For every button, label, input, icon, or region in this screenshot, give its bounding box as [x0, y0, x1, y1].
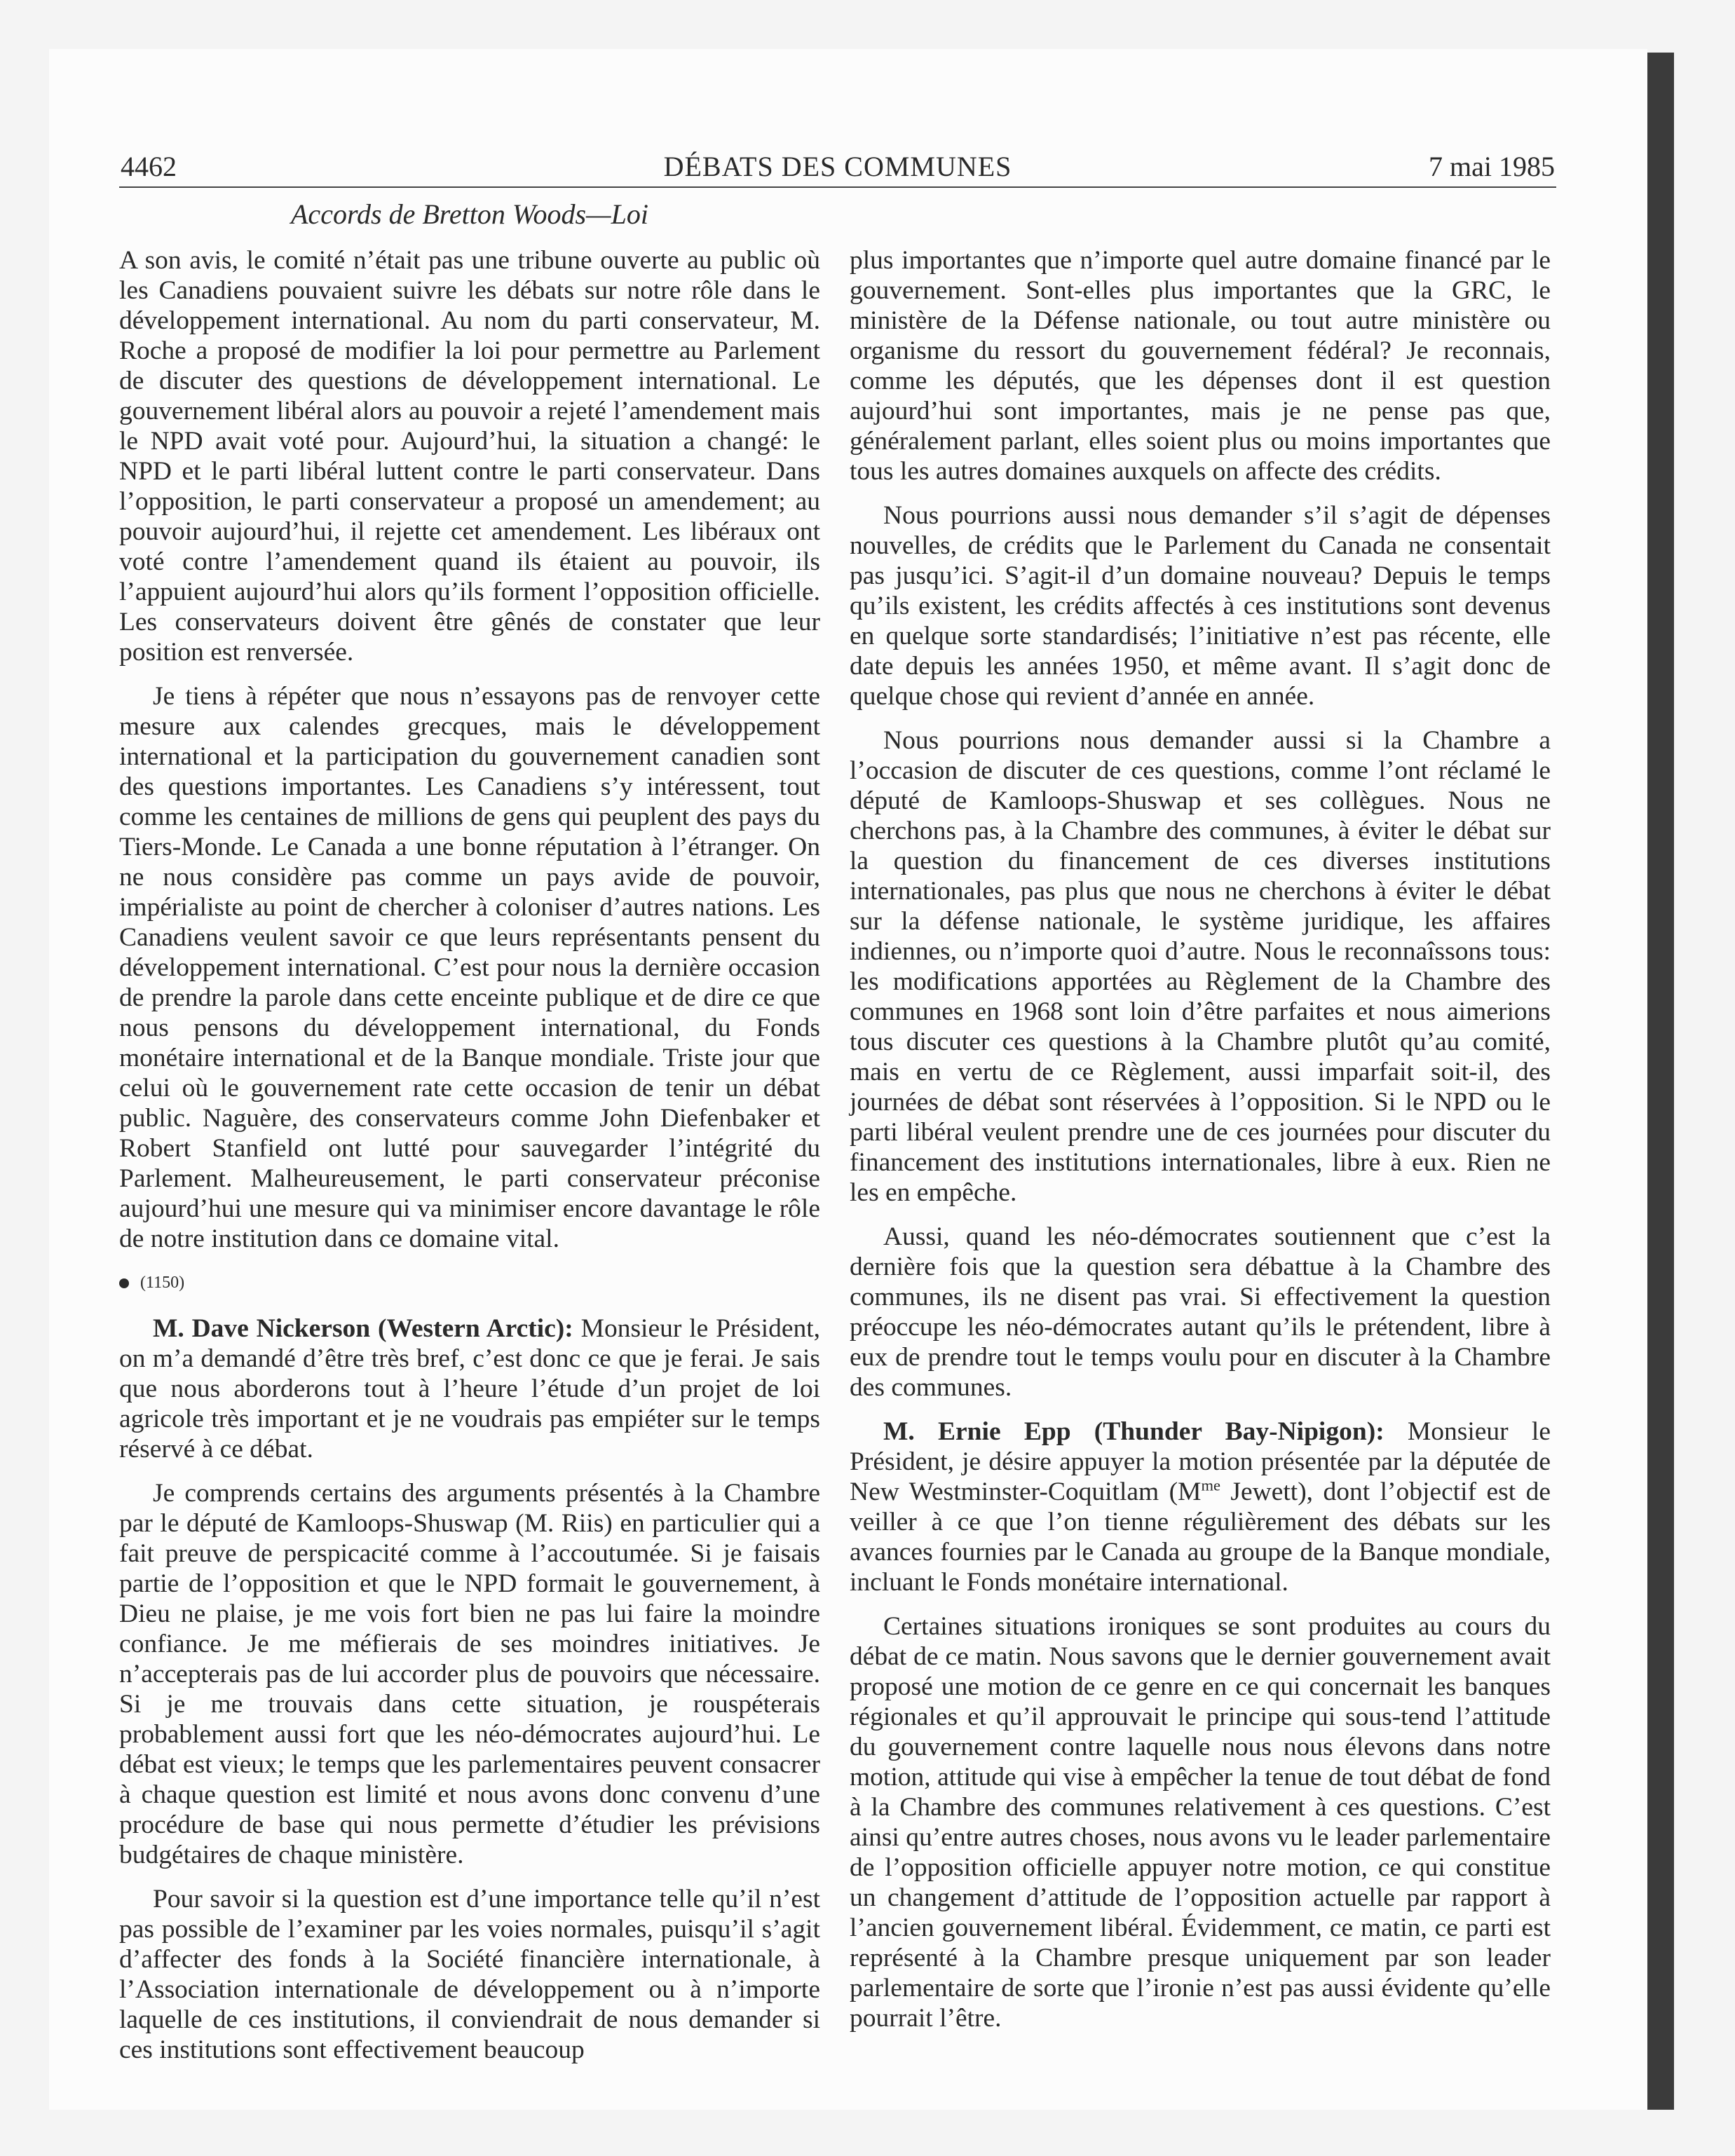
time-marker: [119, 1268, 820, 1298]
paragraph: Je comprends certains des arguments présentés à la Chambre par le député de Kamloops-Shuswap (M. Riis) en particulier qui a fait preuve de perspicacité comme à l’accoutumée. Si je faisais partie de l’opposition et que le NPD formait le gouvernement, à Dieu ne plaise, je me vois fort bien ne pas lui faire la moindre confiance. Je me méfierais de ses moindres initiatives. Je n’accepterais pas de lui accorder plus de pouvoirs que nécessaire. Si je me trouvais dans cette situation, je rouspéterais probablement aussi fort que les néo-démocrates aujourd’hui. Le débat est vieux; le temps que les parlementaires peuvent consacrer à chaque question est limité et nous avons donc convenu d’une procédure de base qui nous permette d’étudier les prévisions budgétaires de chaque ministère.: [119, 1479, 820, 1869]
speech-text: Monsieur le Président, on m’a demandé d’être très bref, c’est donc ce que je ferai. Je sais que nous aborderons tout à l’heure l’étude d’un projet de loi agricole très important et je ne voudrais pas empiéter sur le temps réservé à ce débat.: [119, 1314, 821, 1464]
paragraph: plus importantes que n’importe quel autre domaine financé par le gouvernement. Sont-elles plus importantes que la GRC, le ministère de la Défense nationale, ou tout autre ministère ou organisme du ressort du gouvernement fédéral? Je reconnais, comme les députés, que les dépenses dont il est question aujourd’hui sont importantes, mais je ne pense pas que, généralement parlant, elles soient plus ou moins importantes que tous les autres domaines auxquels on affecte des crédits.: [850, 246, 1551, 486]
paragraph: Je tiens à répéter que nous n’essayons pas de renvoyer cette mesure aux calendes grecques, mais le développement international et la participation du gouvernement canadien sont des questions importantes. Les Canadiens s’y intéressent, tout comme les centaines de millions de gens qui peuplent des pays du Tiers-Monde. Le Canada a une bonne réputation à l’étranger. On ne nous considère pas comme un pays avide de pouvoir, impérialiste au point de chercher à coloniser d’autres nations. Les Canadiens veulent savoir ce que leurs représentants pensent du développement international. C’est pour nous la dernière occasion de prendre la parole dans cette enceinte publique et de dire ce que nous pensons du développement international, du Fonds monétaire international et de la Banque mondiale. Triste jour que celui où le gouvernement rate cette occasion de tenir un débat public. Naguère, des conservateurs comme John Diefenbaker et Robert Stanfield ont lutté pour sauvegarder l’intégrité du Parlement. Malheureusement, le parti conservateur préconise aujourd’hui une mesure qui va minimiser encore davantage le rôle de notre institution dans ce domaine vital.: [119, 682, 820, 1253]
speech-text: Monsieur le Président, je désire appuyer la motion présentée par la députée de New Westminster-Coquitlam (M: [850, 1417, 1551, 1506]
page-number: 4462: [121, 151, 177, 182]
speaker-name: M. Ernie Epp (Thunder Bay-Nipigon):: [883, 1417, 1384, 1446]
speech-paragraph: [850, 1417, 1551, 1597]
speech-text: Jewett), dont l’objectif est de veiller à ce que l’on tienne régulièrement des débats sur les avances fournies par le Canada au groupe de la Banque mondiale, incluant le Fonds monétaire international.: [850, 1478, 1551, 1597]
right-column: [850, 245, 1551, 2047]
speech-paragraph: [119, 1314, 820, 1464]
paragraph: Nous pourrions aussi nous demander s’il s’agit de dépenses nouvelles, de crédits que le Parlement du Canada ne consentait pas jusqu’ici. S’agit-il d’un domaine nouveau? Depuis le temps qu’ils existent, les crédits affectés à ces institutions sont devenus en quelque sorte standardisés; l’initiative n’est pas récente, elle date depuis les années 1950, et même avant. Il s’agit donc de quelque chose qui revient d’année en année.: [850, 501, 1551, 711]
scan-edge-bar: [1647, 53, 1674, 2110]
page-header: [119, 147, 1556, 188]
superscript: me: [1201, 1476, 1220, 1494]
paragraph: A son avis, le comité n’était pas une tribune ouverte au public où les Canadiens pouvaient suivre les débats sur notre rôle dans le développement international. Au nom du parti conservateur, M. Roche a proposé de modifier la loi pour permettre au Parlement de discuter des questions de développement international. Le gouvernement libéral alors au pouvoir a rejeté l’amendement mais le NPD avait voté pour. Aujourd’hui, la situation a changé: le NPD et le parti libéral luttent contre le parti conservateur. Dans l’opposition, le parti conservateur a proposé un amendement; au pouvoir aujourd’hui, il rejette cet amendement. Les libéraux ont voté contre l’amendement quand ils étaient au pouvoir, ils l’appuient aujourd’hui alors qu’ils forment l’opposition officielle. Les conservateurs doivent être gênés de constater que leur position est renversée.: [119, 246, 820, 667]
publication-date: 7 mai 1985: [1429, 151, 1555, 182]
publication-title: DÉBATS DES COMMUNES: [663, 151, 1012, 182]
paragraph: Certaines situations ironiques se sont produites au cours du débat de ce matin. Nous savons que le dernier gouvernement avait proposé une motion de ce genre en ce qui concernait les banques régionales et qu’il approuvait le principe qui sous-tend l’attitude du gouvernement contre laquelle nous nous élevons dans notre motion, attitude qui vise à empêcher la tenue de tout débat de fond à la Chambre des communes relativement à ces questions. C’est ainsi qu’entre autres choses, nous avons vu le leader parlementaire de l’opposition officielle appuyer notre motion, ce qui constitue un changement d’attitude de l’opposition actuelle par rapport à l’ancien gouvernement libéral. Évidemment, ce matin, ce parti est représenté à la Chambre presque uniquement par son leader parlementaire de sorte que l’ironie n’est pas aussi évidente qu’elle pourrait l’être.: [850, 1612, 1551, 2033]
left-column: [119, 245, 820, 2079]
section-subheader: Accords de Bretton Woods—Loi: [291, 198, 648, 230]
paragraph: Nous pourrions nous demander aussi si la Chambre a l’occasion de discuter de ces questions, comme l’ont réclamé le député de Kamloops-Shuswap et ses collègues. Nous ne cherchons pas, à la Chambre des communes, à éviter le débat sur la question du financement de ces diverses institutions internationales, pas plus que nous ne cherchons à éviter le débat sur la défense nationale, le système juridique, les affaires indiennes, ou n’importe quoi d’autre. Nous le reconnaîssons tous: les modifications apportées au Règlement de la Chambre des communes en 1968 sont loin d’être parfaites et nous aimerions tous discuter ces questions à la Chambre plutôt qu’au comité, mais en vertu de ce Règlement, aussi imparfait soit-il, des journées de débat sont réservées à l’opposition. Si le NPD ou le parti libéral veulent prendre une de ces journées pour discuter du financement des institutions internationales, libre à eux. Rien ne les en empêche.: [850, 726, 1551, 1207]
speaker-name: M. Dave Nickerson (Western Arctic):: [153, 1314, 573, 1343]
bullet-icon: [119, 1278, 129, 1288]
paragraph: Pour savoir si la question est d’une importance telle qu’il n’est pas possible de l’examiner par les voies normales, puisqu’il s’agit d’affecter des fonds à la Société financière internationale, à l’Association internationale de développement ou à n’importe laquelle de ces institutions, il conviendrait de nous demander si ces institutions sont effectivement beaucoup: [119, 1885, 820, 2064]
paragraph: Aussi, quand les néo-démocrates soutiennent que c’est la dernière fois que la question sera débattue à la Chambre des communes, ils ne disent pas vrai. Si effectivement la question préoccupe les néo-démocrates autant qu’ils le prétendent, libre à eux de prendre tout le temps voulu pour en discuter à la Chambre des communes.: [850, 1222, 1551, 1402]
time-marker-text: (1150): [140, 1274, 185, 1292]
